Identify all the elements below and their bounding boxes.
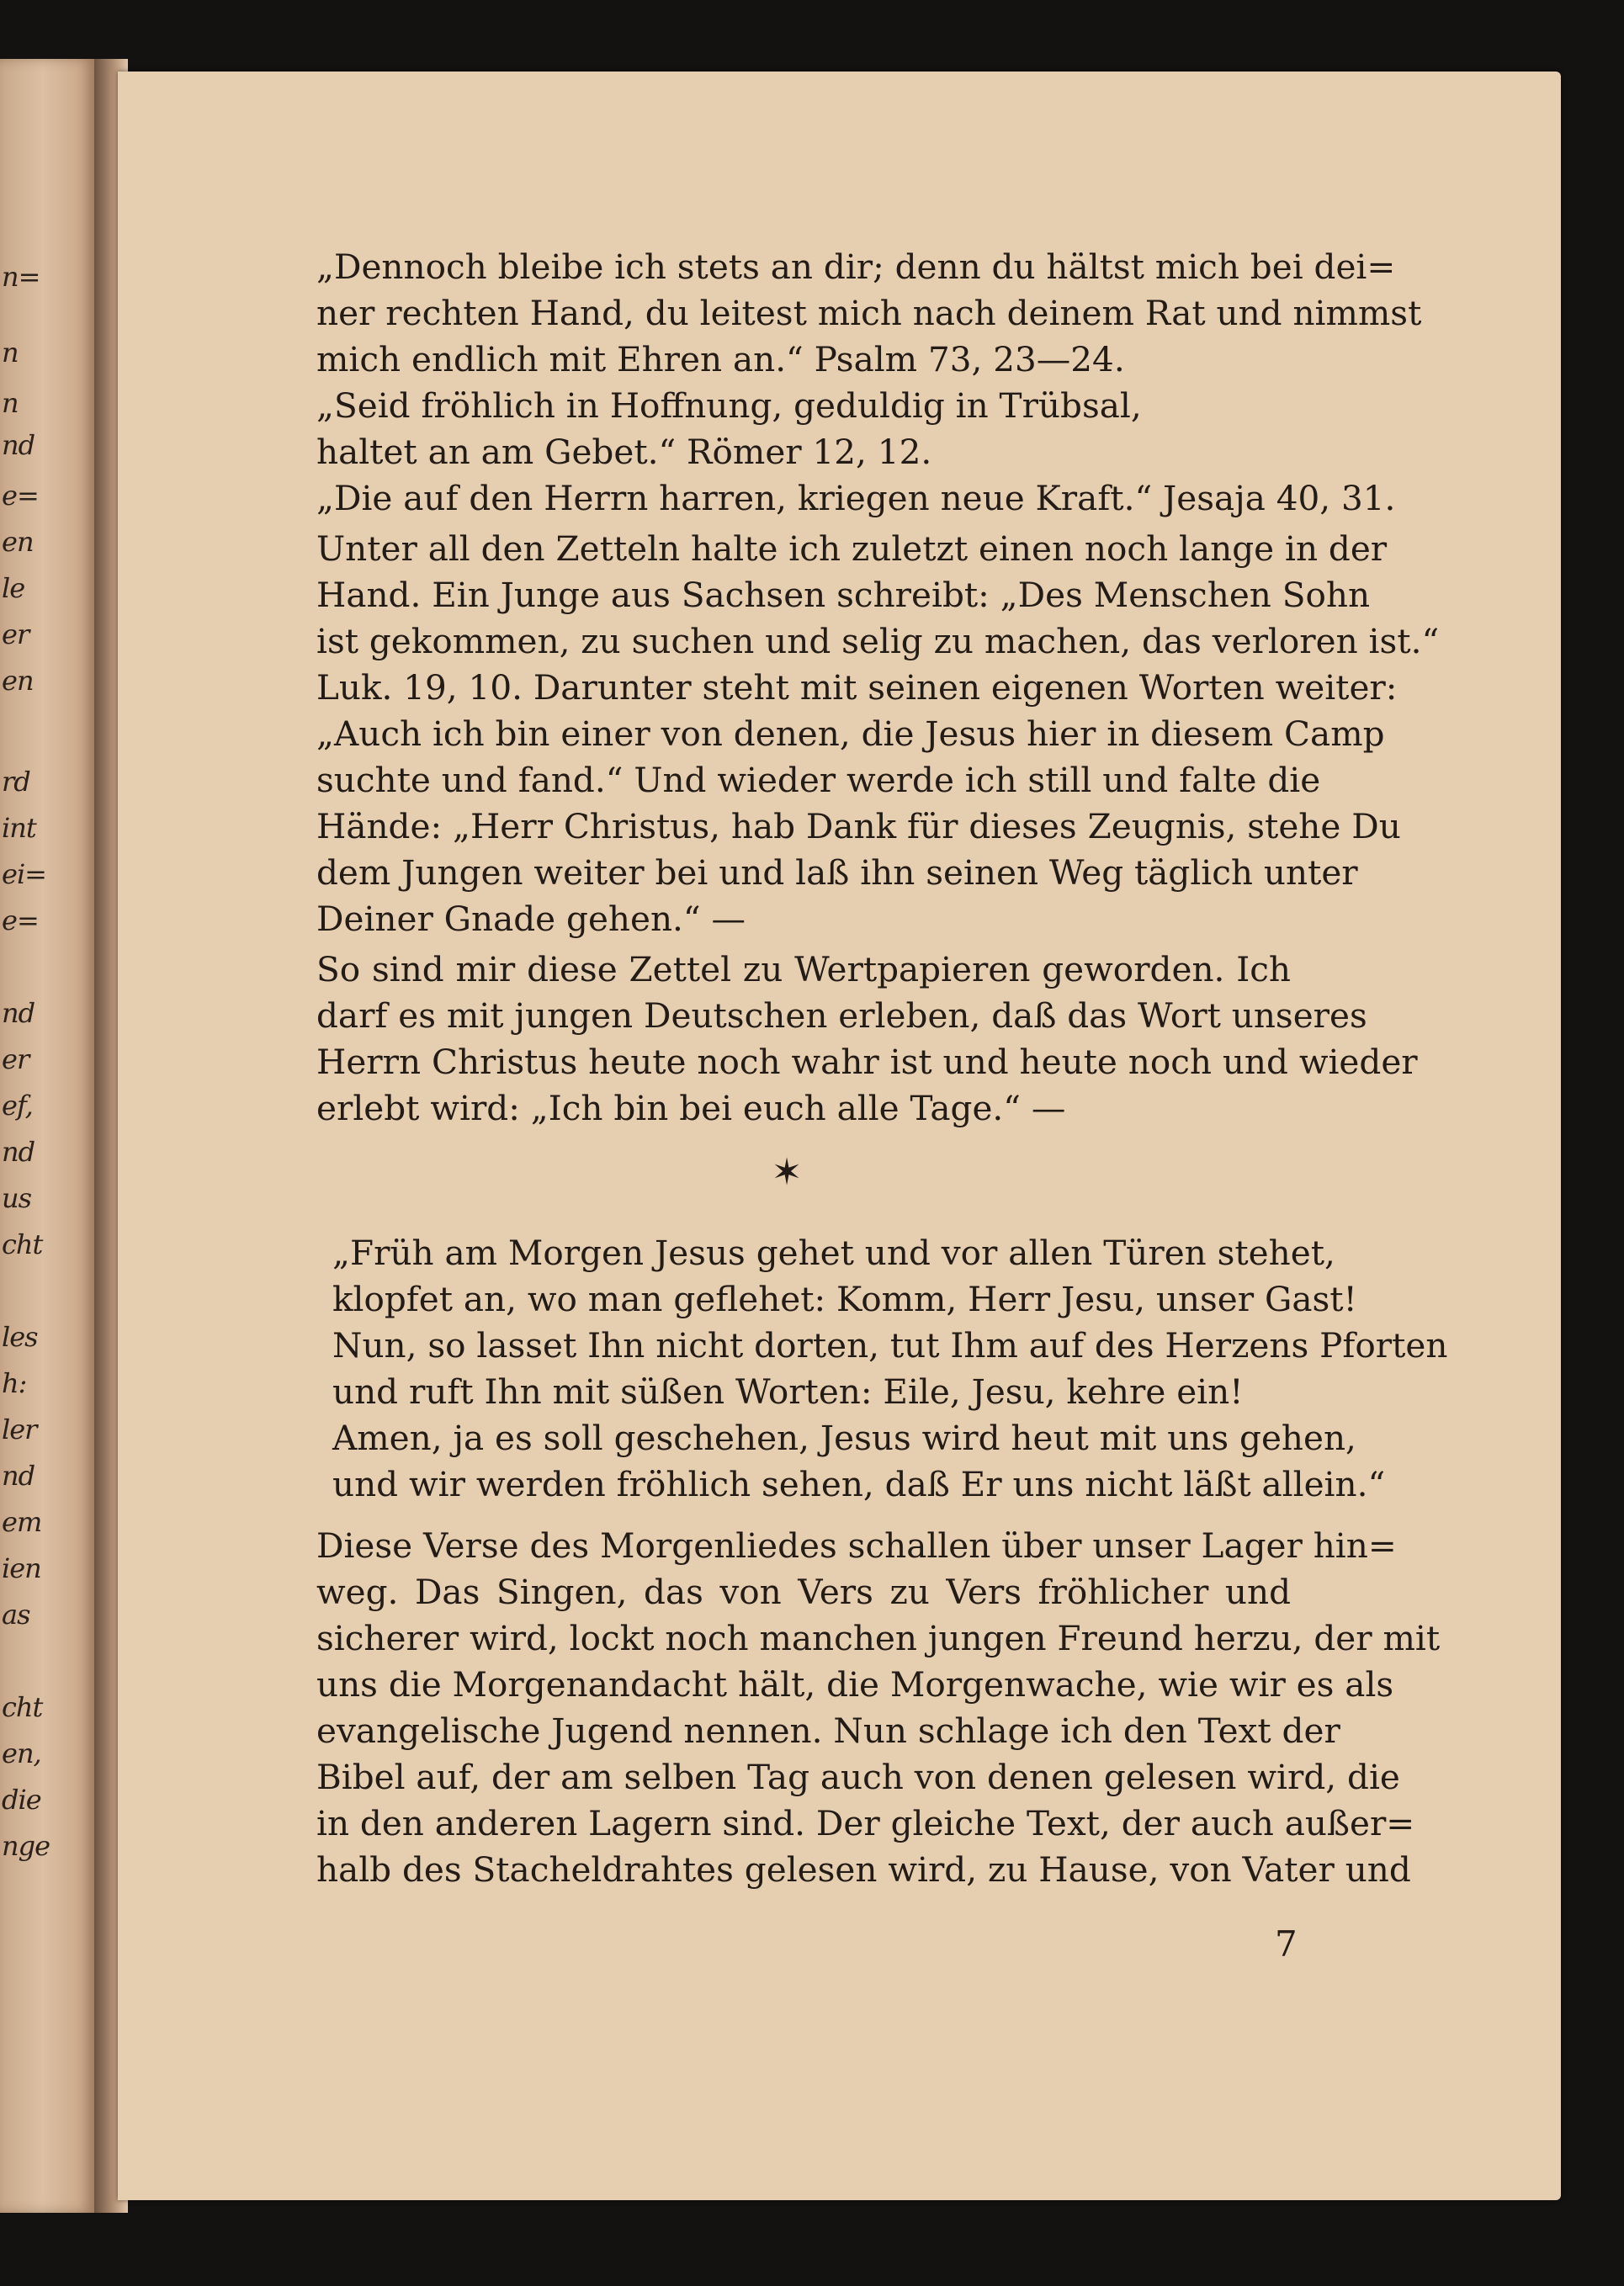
left-fragment: cht [2, 1691, 43, 1723]
left-fragment: er [2, 618, 29, 650]
left-fragment: n [2, 337, 19, 369]
poem-line: klopfet an, wo man geflehet: Komm, Herr Jesu, unser Gast! [332, 1279, 1357, 1319]
text-line: So sind mir diese Zettel zu Wertpapieren geworden. Ich [316, 949, 1291, 989]
left-fragment: n= [2, 261, 40, 293]
poem-line: und ruft Ihn mit süßen Worten: Eile, Jesu, kehre ein! [332, 1371, 1244, 1412]
left-fragment: nd [2, 429, 35, 461]
text-line: dem Jungen weiter bei und laß ihn seinen Weg täglich unter [316, 852, 1358, 893]
text-line: Bibel auf, der am selben Tag auch von denen gelesen wird, die [316, 1757, 1400, 1797]
left-fragment: as [2, 1599, 30, 1631]
left-fragment: e= [2, 904, 39, 936]
text-line: in den anderen Lagern sind. Der gleiche Text, der auch außer= [316, 1803, 1415, 1843]
morning-hymn-verse [332, 1230, 1448, 1508]
text-line: ner rechten Hand, du leitest mich nach deinem Rat und nimmst [316, 293, 1422, 333]
text-line: Luk. 19, 10. Darunter steht mit seinen eigenen Worten weiter: [316, 667, 1398, 708]
text-line: sicherer wird, lockt noch manchen jungen Freund herzu, der mit [316, 1618, 1441, 1658]
text-line: Unter all den Zetteln halte ich zuletzt einen noch lange in der [316, 528, 1388, 569]
left-fragment: nd [2, 997, 35, 1029]
poem-line: „Früh am Morgen Jesus gehet und vor allen Türen stehet, [332, 1233, 1335, 1273]
text-line: Hand. Ein Junge aus Sachsen schreibt: „Des Menschen Sohn [316, 575, 1371, 615]
text-line: Deiner Gnade gehen.“ — [316, 899, 746, 939]
text-line: „Dennoch bleibe ich stets an dir; denn du hältst mich bei dei= [316, 247, 1396, 287]
left-fragment: ei= [2, 858, 46, 890]
text-line: ist gekommen, zu suchen und selig zu machen, das verloren ist.“ [316, 621, 1440, 661]
left-fragment: us [2, 1182, 32, 1214]
left-fragment: e= [2, 480, 39, 512]
left-fragment: int [2, 812, 36, 844]
text-line: haltet an am Gebet.“ Römer 12, 12. [316, 432, 932, 472]
left-fragment: ler [2, 1414, 37, 1445]
left-fragment: em [2, 1506, 42, 1538]
page-number: 7 [1275, 1923, 1298, 1965]
text-line: Diese Verse des Morgenliedes schallen über unser Lager hin= [316, 1525, 1397, 1566]
text-line: „Auch ich bin einer von denen, die Jesus hier in diesem Camp [316, 713, 1385, 754]
left-fragment: nge [2, 1830, 50, 1862]
section-separator: ✶ [771, 1151, 803, 1194]
left-fragment: les [2, 1321, 38, 1353]
left-fragment: er [2, 1043, 29, 1075]
text-line: mich endlich mit Ehren an.“ Psalm 73, 23—24. [316, 339, 1125, 379]
text-line: darf es mit jungen Deutschen erleben, daß das Wort unseres [316, 995, 1367, 1036]
poem-line: und wir werden fröhlich sehen, daß Er uns nicht läßt allein.“ [332, 1464, 1386, 1504]
left-fragment: en [2, 665, 34, 697]
left-fragment: n [2, 387, 19, 419]
paragraph-wertpapiere [316, 947, 1418, 1132]
paragraph-morgenlied [316, 1523, 1441, 1893]
text-line: uns die Morgenandacht hält, die Morgenwache, wie wir es als [316, 1664, 1394, 1705]
text-line: weg. Das Singen, das von Vers zu Vers fröhlicher und [316, 1572, 1291, 1612]
text-line: Hände: „Herr Christus, hab Dank für dieses Zeugnis, stehe Du [316, 806, 1401, 846]
left-facing-page [0, 59, 94, 2213]
poem-line: Amen, ja es soll geschehen, Jesus wird heut mit uns gehen, [332, 1418, 1356, 1458]
text-line: suchte und fand.“ Und wieder werde ich still und falte die [316, 760, 1321, 800]
left-fragment: die [2, 1784, 41, 1816]
left-fragment: en, [2, 1737, 41, 1769]
left-fragment: en [2, 526, 34, 558]
text-line: „Seid fröhlich in Hoffnung, geduldig in Trübsal, [316, 385, 1142, 426]
scripture-quotes [316, 244, 1422, 522]
poem-line: Nun, so lasset Ihn nicht dorten, tut Ihm auf des Herzens Pforten [332, 1325, 1448, 1366]
left-fragment: rd [2, 766, 30, 798]
text-line: „Die auf den Herrn harren, kriegen neue Kraft.“ Jesaja 40, 31. [316, 478, 1396, 518]
left-fragment: ien [2, 1552, 41, 1584]
left-fragment: cht [2, 1228, 43, 1260]
paragraph-zettel [316, 526, 1440, 942]
left-fragment: nd [2, 1460, 35, 1492]
left-fragment: h: [2, 1367, 27, 1399]
left-fragment: le [2, 572, 25, 604]
text-line: Herrn Christus heute noch wahr ist und heute noch und wieder [316, 1042, 1418, 1082]
text-line: erlebt wird: „Ich bin bei euch alle Tage.“ — [316, 1088, 1066, 1128]
text-line: halb des Stacheldrahtes gelesen wird, zu Hause, von Vater und [316, 1849, 1411, 1890]
text-line: evangelische Jugend nennen. Nun schlage ich den Text der [316, 1711, 1340, 1751]
left-fragment: nd [2, 1136, 35, 1168]
left-fragment: ef, [2, 1090, 33, 1122]
